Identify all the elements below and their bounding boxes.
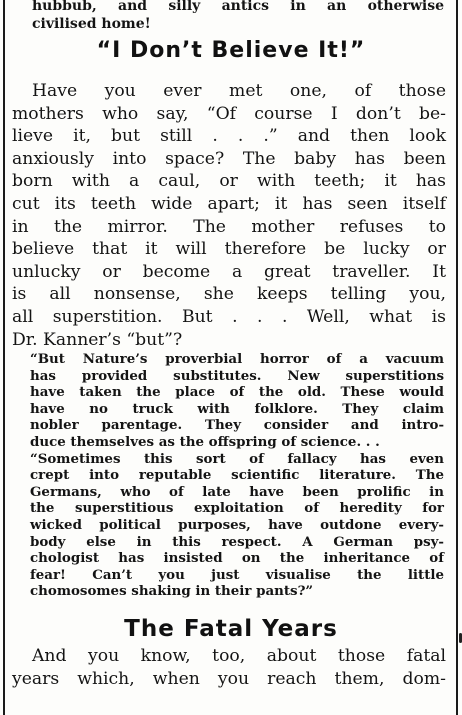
quote-line: has provided substitutes. New superstitions — [30, 367, 444, 384]
text-line: all superstition. But . . . Well, what is — [12, 306, 446, 327]
text-line: is all nonsense, she keeps telling you, — [12, 284, 446, 305]
quote-line: Germans, who of late have been prolific in — [30, 483, 444, 500]
section-heading: The Fatal Years — [124, 616, 338, 642]
quote-line: nobler parentage. They consider and intro- — [30, 417, 444, 434]
quote-line: “Sometimes this sort of fallacy has even — [30, 450, 444, 467]
right-column-rule — [456, 0, 458, 715]
section-heading: “I Don’t Believe It!” — [96, 38, 366, 63]
quote-line: crept into reputable scientific literature. The — [30, 467, 444, 484]
text-line: hubbub, and silly antics in an otherwise — [32, 0, 444, 14]
quote-line: duce themselves as the offspring of science. . . — [30, 433, 380, 450]
text-line: born with a caul, or with teeth; it has — [12, 171, 446, 192]
text-line: unlucky or become a great traveller. It — [12, 261, 446, 282]
text-line: Dr. Kanner’s “but”? — [12, 329, 183, 350]
quote-line: the superstitious exploitation of heredity for — [30, 500, 444, 517]
text-line: anxiously into space? The baby has been — [12, 148, 446, 169]
quote-line: have taken the place of the old. These would — [30, 384, 444, 401]
text-line: years which, when you reach them, dom- — [12, 668, 446, 689]
text-line: Have you ever met one, of those — [32, 81, 446, 101]
quote-line: chomosomes shaking in their pants?” — [30, 583, 314, 600]
article-paragraph — [12, 80, 446, 351]
quote-line: have no truck with folklore. They claim — [30, 400, 444, 417]
quote-line: body else in this respect. A German psy- — [30, 533, 444, 550]
previous-paragraph-fragment — [32, 0, 444, 33]
text-line: civilised home! — [32, 16, 151, 32]
text-line: believe that it will therefore be lucky or — [12, 239, 446, 260]
block-quote — [30, 351, 444, 600]
text-line: mothers who say, “Of course I don’t be- — [12, 103, 446, 124]
quote-line: wicked political purposes, have outdone every- — [30, 516, 444, 533]
article-paragraph — [12, 645, 446, 690]
quote-line: chologist has insisted on the inheritance of — [30, 550, 444, 567]
text-line: in the mirror. The mother refuses to — [12, 216, 446, 237]
left-column-rule — [3, 0, 5, 715]
quote-line: “But Nature’s proverbial horror of a vacuum — [30, 351, 444, 367]
text-line: And you know, too, about those fatal — [32, 646, 446, 666]
quote-line: fear! Can’t you just visualise the little — [30, 566, 444, 583]
text-line: lieve it, but still . . .” and then look — [12, 126, 446, 147]
text-line: cut its teeth wide apart; it has seen itself — [12, 193, 446, 214]
